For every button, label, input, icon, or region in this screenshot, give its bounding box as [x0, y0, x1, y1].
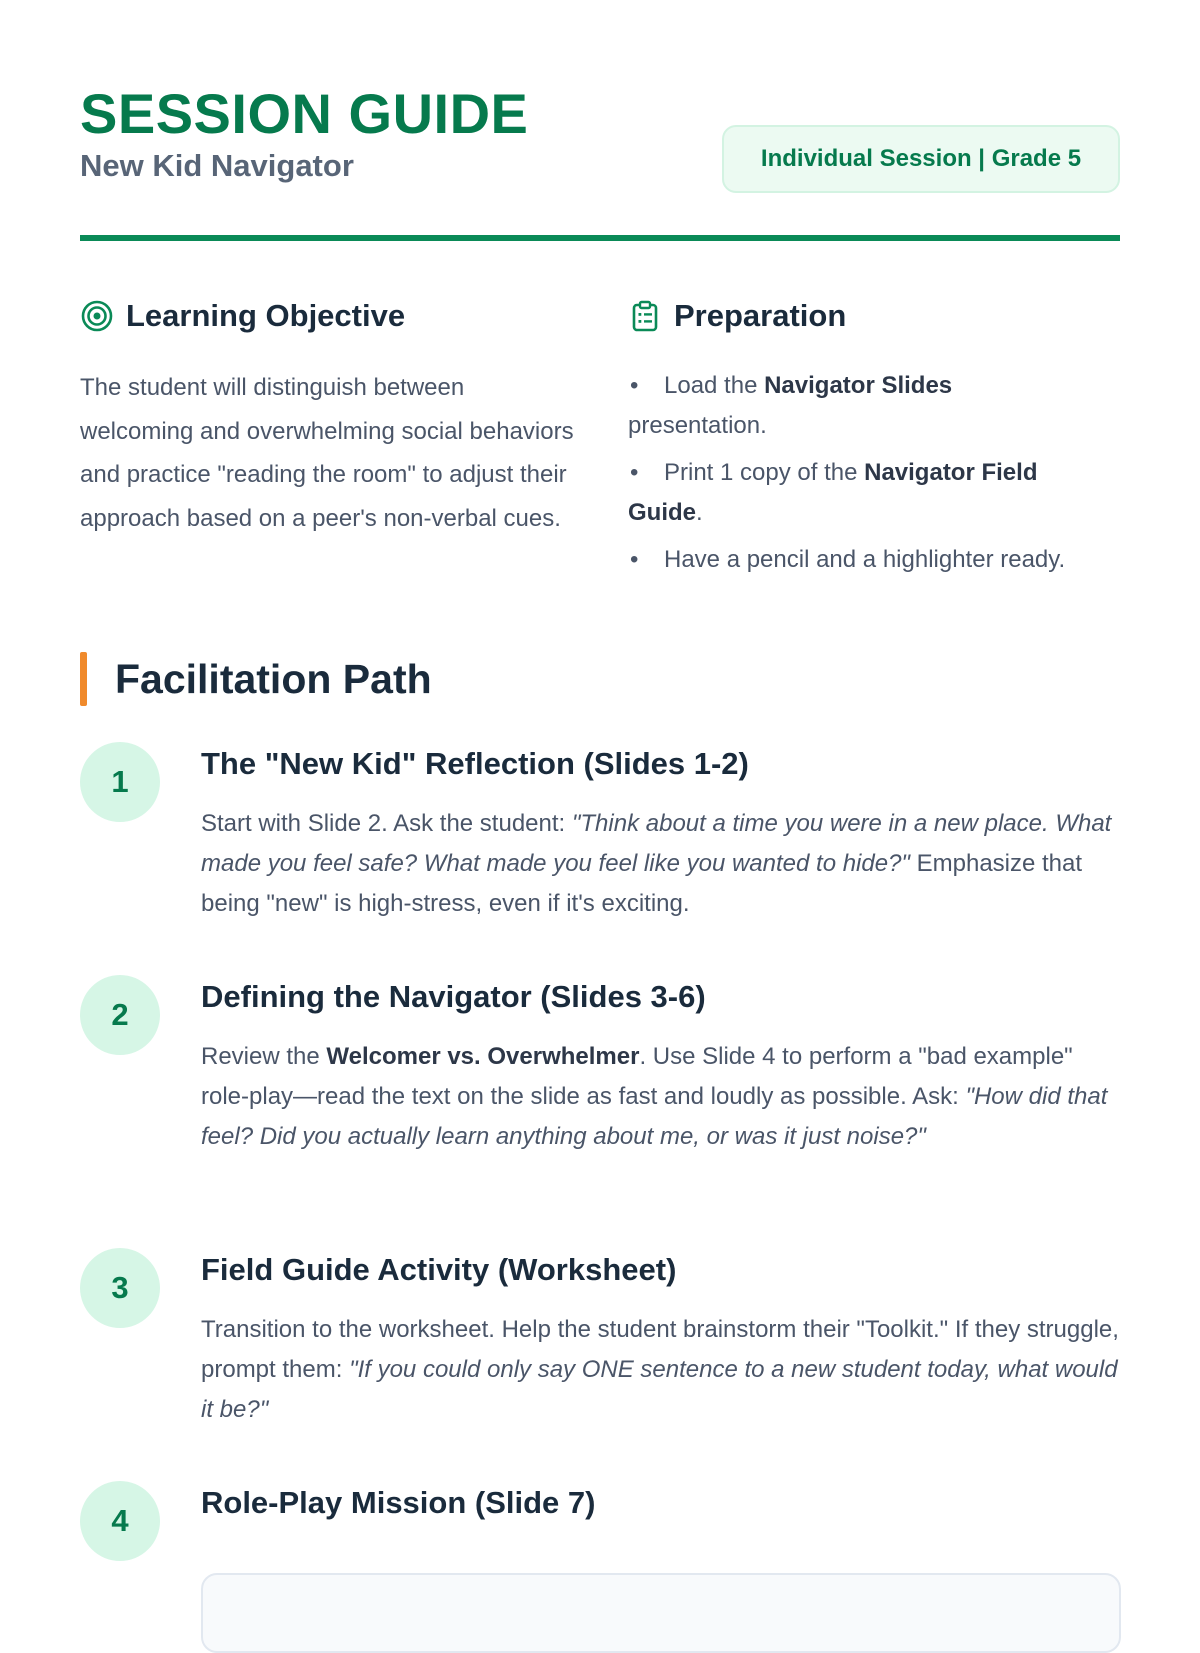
section-accent-bar	[80, 652, 87, 706]
step-2	[80, 975, 1120, 1205]
list-item	[628, 366, 1128, 446]
step-title: The "New Kid" Reflection (Slides 1-2)	[201, 746, 749, 781]
target-icon	[80, 299, 114, 333]
preparation-heading	[628, 298, 846, 334]
step-title: Defining the Navigator (Slides 3-6)	[201, 979, 706, 1014]
step-title: Role-Play Mission (Slide 7)	[201, 1485, 596, 1520]
prep-text: Load the	[664, 372, 765, 399]
objective-text: The student will distinguish between welcoming and overwhelming social behaviors and practice "reading the room" to adjust their approach based on a peer's non-verbal cues.	[80, 374, 574, 532]
step-1	[80, 742, 1120, 922]
step-number-badge: 3	[80, 1248, 160, 1328]
preparation-list	[628, 366, 1128, 587]
step-description	[201, 1037, 1125, 1157]
prep-text-end: .	[696, 499, 703, 526]
step-quote: "How did that feel? Did you actually learn anything about me, or was it just noise?"	[201, 1083, 1108, 1150]
list-item	[628, 540, 1128, 580]
step-number-badge: 4	[80, 1481, 160, 1561]
bullet-icon: •	[630, 372, 639, 399]
session-badge: Individual Session | Grade 5	[722, 125, 1120, 193]
step-quote: "Think about a time you were in a new place. What made you feel safe? What made you feel like you wanted to hide?"	[201, 810, 1112, 877]
step-number-badge: 1	[80, 742, 160, 822]
bullet-icon: •	[630, 459, 639, 486]
step-text: Review the	[201, 1043, 327, 1070]
list-item	[628, 453, 1128, 533]
bullet-icon: •	[630, 546, 639, 573]
section-title: Facilitation Path	[115, 656, 432, 702]
step-4	[80, 1481, 1120, 1561]
step-strong-text: Welcomer vs. Overwhelmer	[326, 1043, 640, 1070]
page-title: SESSION GUIDE	[80, 82, 529, 145]
clipboard-icon	[628, 299, 662, 333]
step-3	[80, 1248, 1120, 1428]
step-description	[201, 804, 1125, 924]
prep-text: Print 1 copy of the	[664, 459, 865, 486]
prep-text-continued: presentation.	[628, 412, 767, 439]
header	[80, 80, 1120, 240]
page-subtitle: New Kid Navigator	[80, 148, 354, 183]
prep-text: Have a pencil and a highlighter ready.	[664, 546, 1066, 573]
prep-strong-text: Navigator Field Guide	[628, 459, 1038, 526]
prep-strong-text: Navigator Slides	[764, 372, 953, 399]
step-title: Field Guide Activity (Worksheet)	[201, 1252, 677, 1287]
step-text: Transition to the worksheet. Help the student brainstorm their "Toolkit." If they struggle, prompt them:	[201, 1316, 1119, 1383]
objective-heading-label: Learning Objective	[126, 298, 406, 333]
header-divider	[80, 235, 1120, 241]
objective-heading	[80, 298, 405, 334]
mission-card	[201, 1573, 1121, 1653]
step-description	[201, 1310, 1125, 1430]
preparation-heading-label: Preparation	[674, 298, 847, 333]
step-number-badge: 2	[80, 975, 160, 1055]
step-text: Start with Slide 2. Ask the student:	[201, 810, 572, 837]
step-quote: "If you could only say ONE sentence to a new student today, what would it be?"	[201, 1356, 1118, 1423]
step-text: Emphasize that being "new" is high-stress, even if it's exciting.	[201, 850, 1083, 917]
step-text: . Use Slide 4 to perform a "bad example" role-play—read the text on the slide as fast and loudly as possible. Ask:	[201, 1043, 1073, 1110]
